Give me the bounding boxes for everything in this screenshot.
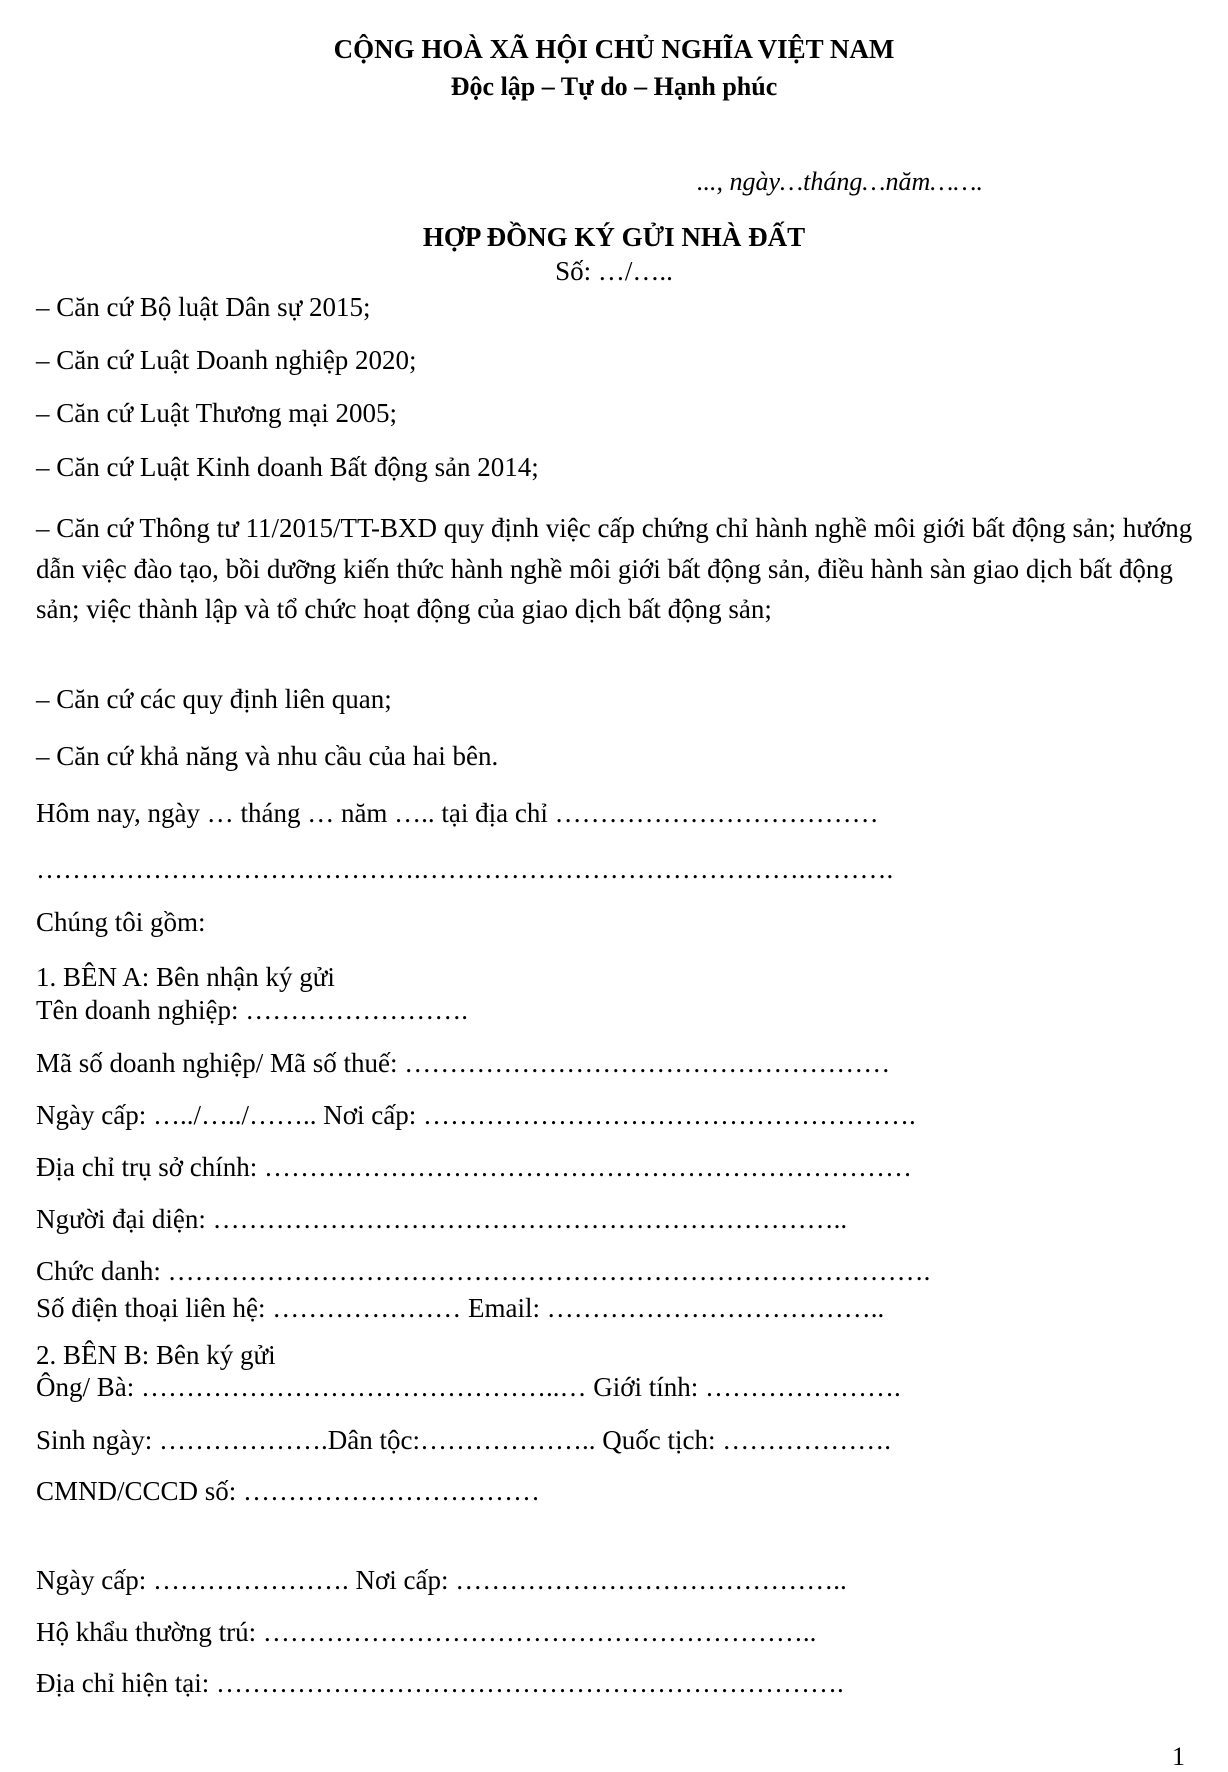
contract-number: Số: …/….. [555, 256, 673, 286]
motto: Độc lập – Tự do – Hạnh phúc [450, 72, 778, 101]
party-b-field: Sinh ngày: ……………….Dân tộc:……………….. Quốc tịch: ………………. [36, 1425, 891, 1455]
legal-basis-item: – Căn cứ Thông tư 11/2015/TT-BXD quy định việc cấp chứng chỉ hành nghề môi giới bất động sản; hướng dẫn việc đào tạo, bồi dưỡng kiến thức hành nghề môi giới bất động sản, điều hành sàn giao dịch bất động sản; việc thành lập và tổ chức hoạt động của giao dịch bất động sản; [36, 513, 1193, 624]
party-a-field: Chức danh: …………………………………………………………………………. [36, 1256, 931, 1286]
party-b-field: CMND/CCCD số: …………………………… [36, 1476, 541, 1506]
party-b-heading: 2. BÊN B: Bên ký gửi [36, 1340, 276, 1370]
date-line: ..., ngày…tháng…năm……. [697, 167, 984, 196]
legal-basis-item: – Căn cứ khả năng và nhu cầu của hai bên. [36, 741, 499, 771]
legal-basis-item: – Căn cứ Bộ luật Dân sự 2015; [36, 292, 371, 322]
legal-basis-item: – Căn cứ Luật Thương mại 2005; [36, 398, 397, 428]
party-a-field: Địa chỉ trụ sở chính: ……………………………………………………………… [36, 1152, 912, 1182]
legal-basis-item: – Căn cứ Luật Kinh doanh Bất động sản 2014; [36, 452, 539, 482]
legal-basis-item: – Căn cứ các quy định liên quan; [36, 684, 392, 714]
party-a-field: Số điện thoại liên hệ: ………………… Email: ……………………………….. [36, 1293, 885, 1323]
intro-address-continued: …………………………………….…………………………………….………. [36, 854, 894, 884]
party-b-field: Ngày cấp: …………………. Nơi cấp: …………………………………….. [36, 1565, 847, 1595]
contract-title: HỢP ĐỒNG KÝ GỬI NHÀ ĐẤT [422, 222, 806, 252]
intro-we-are: Chúng tôi gồm: [36, 907, 206, 937]
party-a-heading: 1. BÊN A: Bên nhận ký gửi [36, 962, 335, 992]
party-a-field: Người đại diện: …………………………………………………………….. [36, 1204, 848, 1234]
party-b-field: Địa chỉ hiện tại: ……………………………………………………………. [36, 1668, 844, 1698]
nation-header: CỘNG HOÀ XÃ HỘI CHỦ NGHĨA VIỆT NAM [333, 34, 895, 64]
legal-basis-item: – Căn cứ Luật Doanh nghiệp 2020; [36, 345, 417, 375]
party-a-field: Mã số doanh nghiệp/ Mã số thuế: ……………………………………………… [36, 1048, 891, 1078]
intro-today: Hôm nay, ngày … tháng … năm ….. tại địa chỉ ……………………………… [36, 798, 879, 828]
party-a-field: Tên doanh nghiệp: ……………………. [36, 995, 468, 1025]
party-a-field: Ngày cấp: …../…../…….. Nơi cấp: ………………………………………………. [36, 1100, 916, 1130]
page-number: 1 [1172, 1742, 1185, 1771]
party-b-field: Hộ khẩu thường trú: …………………………………………………….. [36, 1617, 817, 1647]
party-b-field: Ông/ Bà: ………………………………………..… Giới tính: …………………. [36, 1372, 901, 1402]
